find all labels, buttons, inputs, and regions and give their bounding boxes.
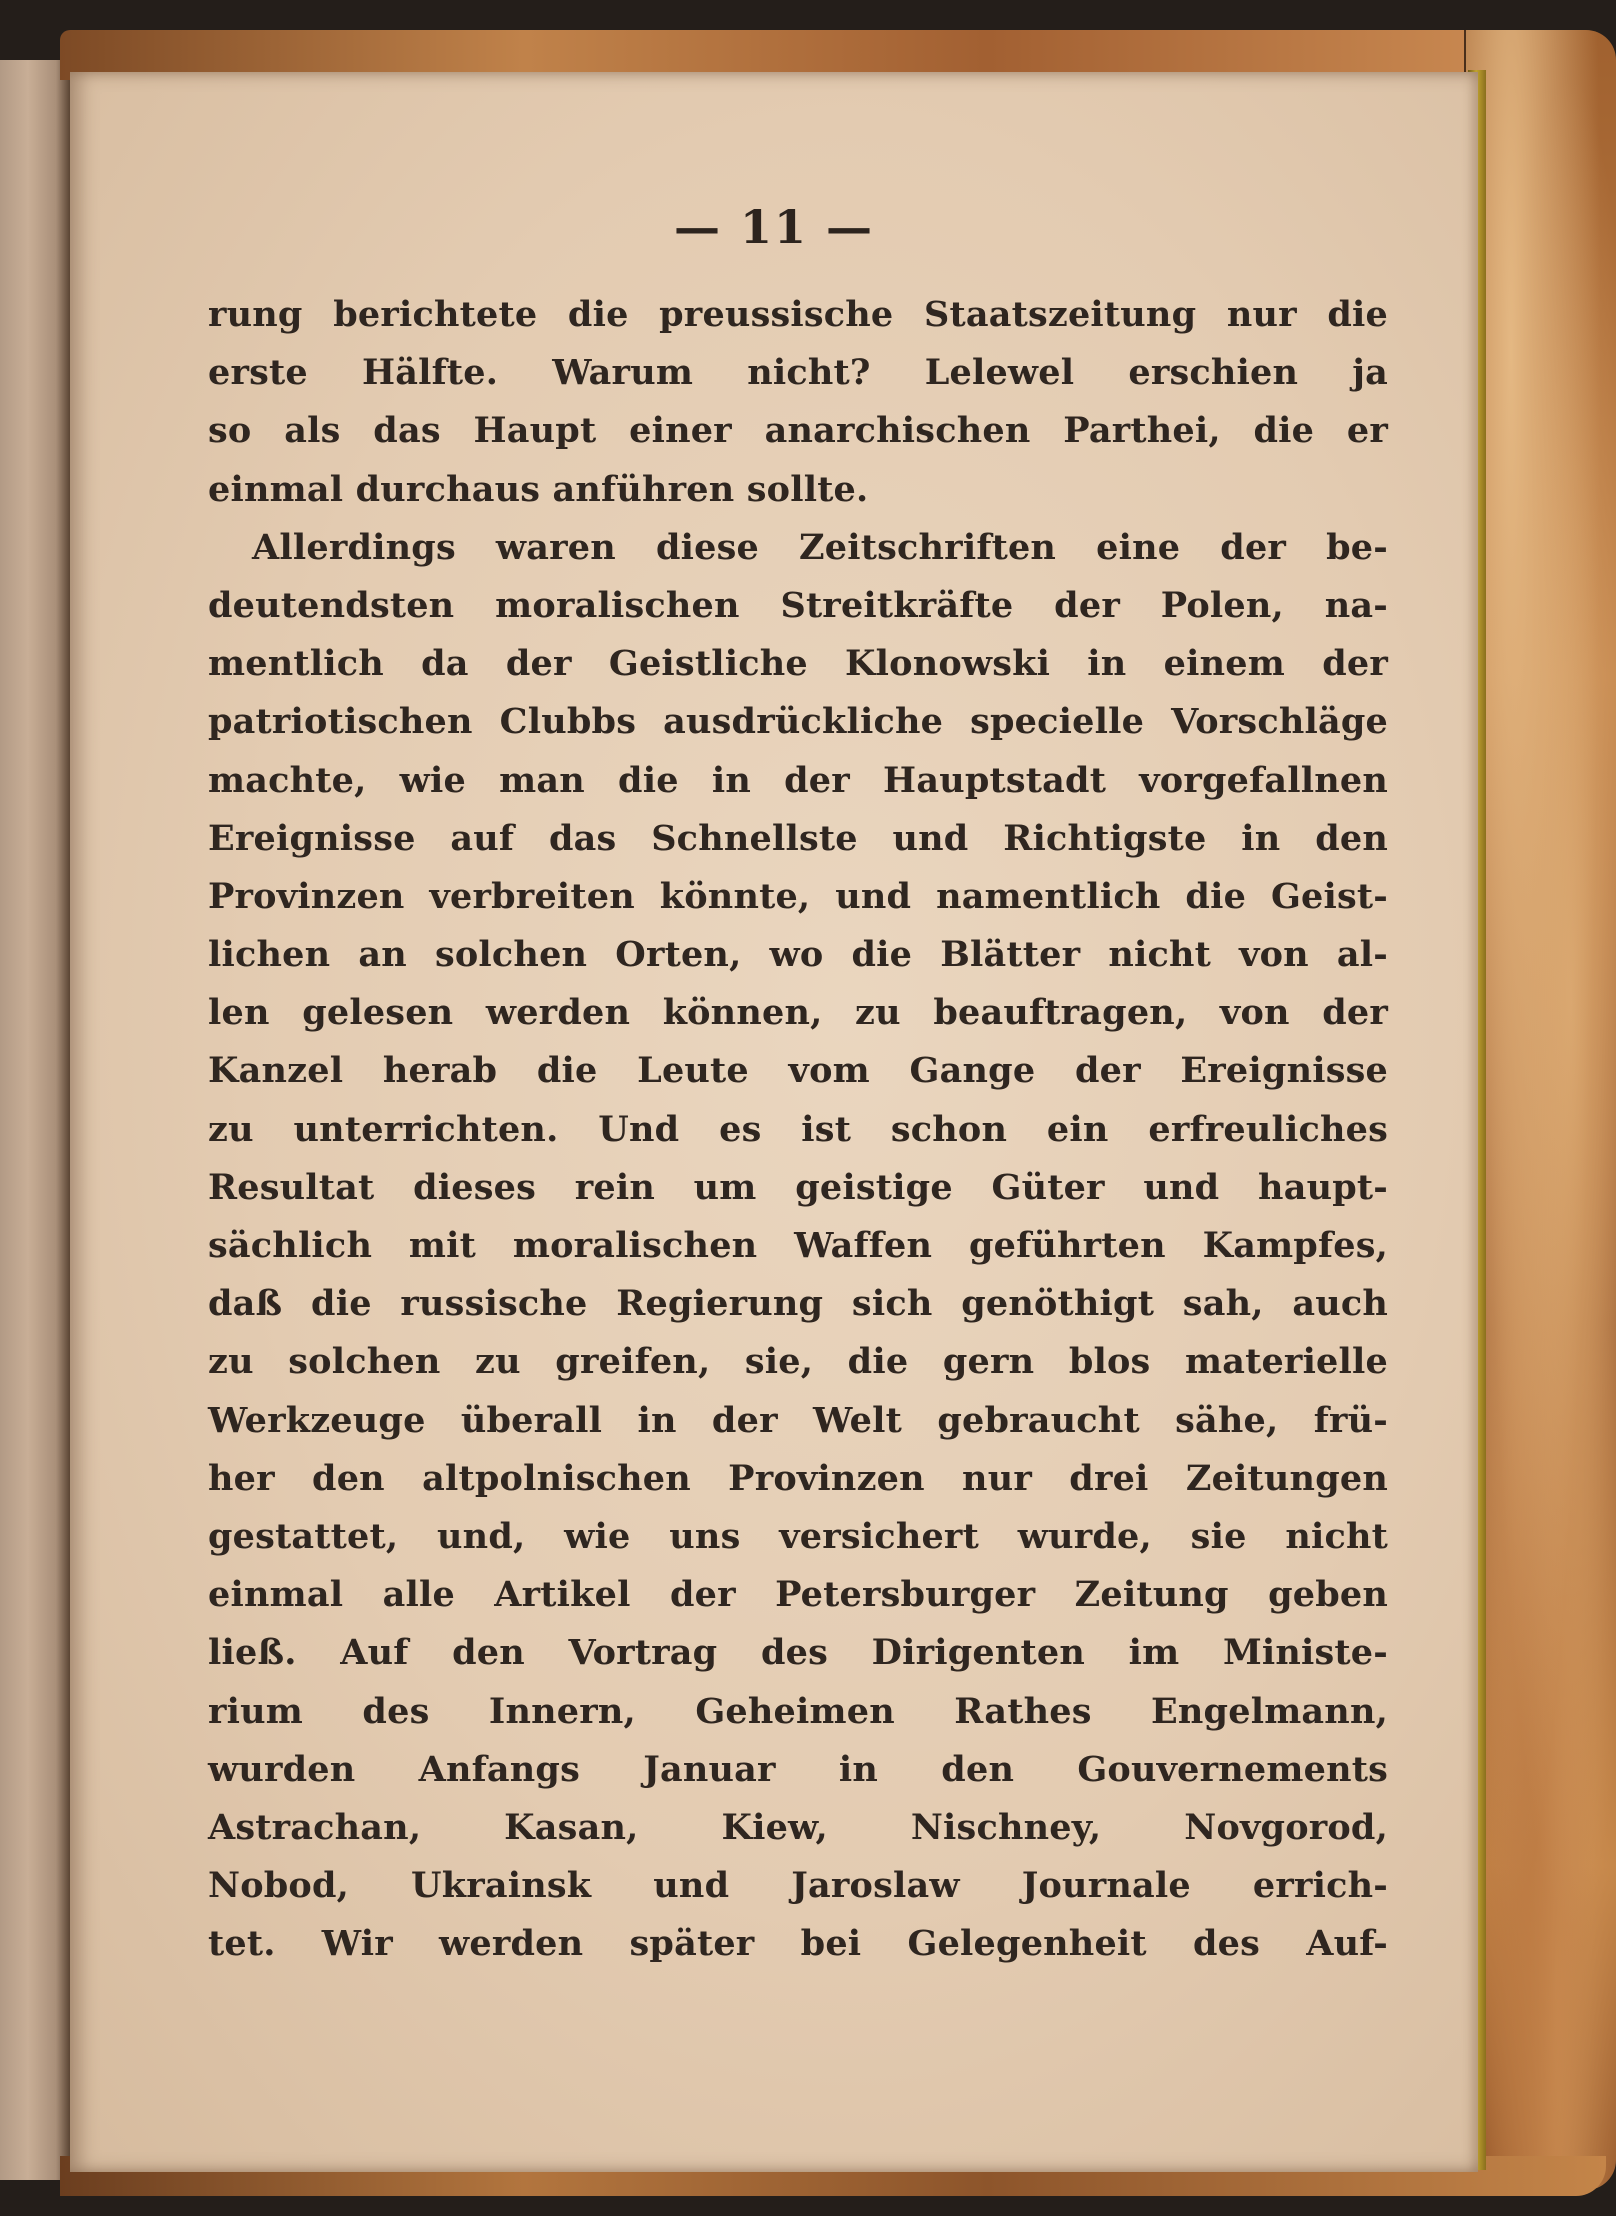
text-line: einmal alle Artikel der Petersburger Zeitung geben xyxy=(208,1574,1388,1616)
text-line: erste Hälfte. Warum nicht? Lelewel erschien ja xyxy=(208,352,1388,394)
text-line: rium des Innern, Geheimen Rathes Engelmann, xyxy=(208,1690,1388,1732)
text-line: Provinzen verbreiten könnte, und namentlich die Geist- xyxy=(208,875,1388,917)
book-cover-right xyxy=(1464,30,1616,2190)
text-line: einmal durchaus anführen sollte. xyxy=(208,468,869,510)
text-line: sächlich mit moralischen Waffen geführten Kampfes, xyxy=(208,1225,1388,1266)
text-line: zu unterrichten. Und es ist schon ein erfreuliches xyxy=(208,1108,1388,1150)
adjacent-left-page xyxy=(0,60,72,2180)
text-line: Nobod, Ukrainsk und Jaroslaw Journale errich- xyxy=(208,1865,1388,1907)
text-line: Kanzel herab die Leute vom Gange der Ereignisse xyxy=(208,1050,1388,1092)
text-line: Astrachan, Kasan, Kiew, Nischney, Novgorod, xyxy=(208,1806,1388,1848)
text-line: lichen an solchen Orten, wo die Blätter nicht von al- xyxy=(208,934,1388,976)
text-line: so als das Haupt einer anarchischen Parthei, die er xyxy=(208,410,1388,452)
page-number: — 11 — xyxy=(673,200,875,254)
text-line: mentlich da der Geistliche Klonowski in einem der xyxy=(208,643,1388,685)
text-line: Werkzeuge überall in der Welt gebraucht sähe, frü- xyxy=(208,1399,1388,1441)
text-line: Allerdings waren diese Zeitschriften eine der be- xyxy=(252,526,1388,568)
text-line: len gelesen werden können, zu beauftragen, von der xyxy=(208,992,1388,1034)
text-line: zu solchen zu greifen, sie, die gern blos materielle xyxy=(208,1341,1388,1383)
text-line: machte, wie man die in der Hauptstadt vorgefallnen xyxy=(208,759,1388,801)
text-line: tet. Wir werden später bei Gelegenheit des Auf- xyxy=(208,1923,1388,1965)
text-line: her den altpolnischen Provinzen nur drei Zeitungen xyxy=(208,1457,1388,1499)
text-line: deutendsten moralischen Streitkräfte der Polen, na- xyxy=(208,584,1388,626)
text-line: ließ. Auf den Vortrag des Dirigenten im Ministe- xyxy=(208,1632,1388,1674)
text-line: Ereignisse auf das Schnellste und Richtigste in den xyxy=(208,817,1388,859)
text-line: Resultat dieses rein um geistige Güter und haupt- xyxy=(208,1166,1388,1208)
book-page xyxy=(70,72,1478,2172)
text-line: gestattet, und, wie uns versichert wurde, sie nicht xyxy=(208,1515,1388,1557)
text-line: daß die russische Regierung sich genöthigt sah, auch xyxy=(208,1283,1388,1325)
text-line: wurden Anfangs Januar in den Gouvernements xyxy=(208,1748,1388,1790)
text-line: rung berichtete die preussische Staatszeitung nur die xyxy=(208,294,1388,335)
text-line: patriotischen Clubbs ausdrückliche specielle Vorschläge xyxy=(208,701,1388,743)
page-text xyxy=(208,286,1388,1973)
